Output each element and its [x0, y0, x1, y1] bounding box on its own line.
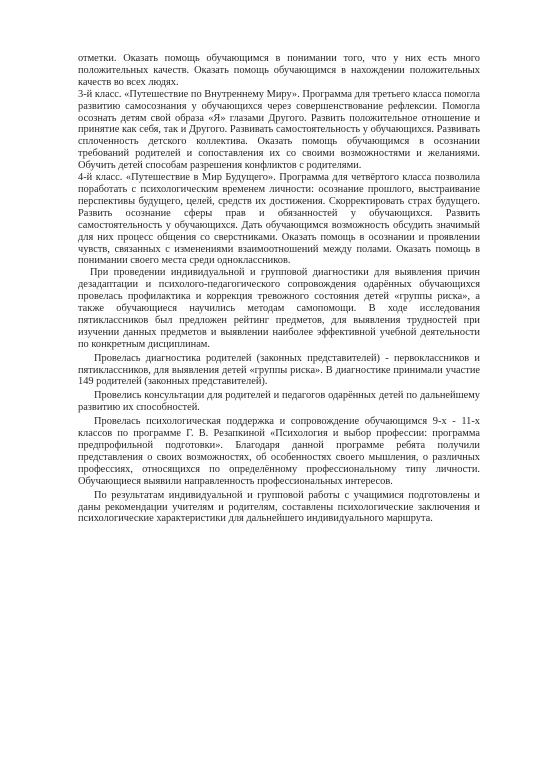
paragraph-2nd-grade-end: отметки. Оказать помощь обучающимся в понимании того, что у них есть много положительных качеств. Оказать помощь обучающимся в нахождении положительных качеств во всех людях. — [78, 53, 480, 88]
paragraph-3rd-grade: 3-й класс. «Путешествие по Внутреннему Миру». Программа для третьего класса помогла развитию самосознания у обучающихся через совершенствование рефлексии. Помогла осознать детям свой образа «Я» глазами Другого. Развить положительное отношение и принятие как себя, так и Другого. Развивать самостоятельность у обучающихся. Развивать сплоченность детского коллектива. Оказать помощь обучающимся в осознании требований родителей и сопоставления их со своими возможностями и желаниями. Обучить детей способам разрешения конфликтов с родителями. — [78, 88, 480, 172]
paragraph-consultations: Провелись консультации для родителей и педагогов одарённых детей по дальнейшему развитию их способностей. — [78, 390, 480, 414]
paragraph-4th-grade: 4-й класс. «Путешествие в Мир Будущего». Программа для четвёртого класса позволила поработать с психологическим временем личности: осознание прошлого, выстраивание перспективы будущего, целей, средств их достижения. Скорректировать страх будущего. Развить осознание сферы прав и обязанностей у обучающихся. Развить самостоятельность у обучающихся. Дать обучающимся возможность обсудить значимый для них процесс общения со сверстниками. Оказать помощь в осознании и проявлении чувств, связанных с изменениями взаимоотношений между полами. Оказать помощь в понимании своего места среди одноклассников. — [78, 172, 480, 267]
paragraph-parent-diagnostics: Провелась диагностика родителей (законных представителей) - первоклассников и пятиклассников, для выявления детей «группы риска». В диагностике принимали участие 149 родителей (законных представителей). — [78, 352, 480, 388]
paragraph-career-support: Провелась психологическая поддержка и сопровождение обучающимся 9-х - 11-х классов по программе Г. В. Резапкиной «Психология и выбор профессии: программа предпрофильной подготовки». Благодаря данной программе ребята получили представления о своих возможностях, об особенностях своего мышления, о различных профессиях, относящихся по определённому профессиональному типу личности. Обучающиеся выявили направленность профессиональных интересов. — [78, 416, 480, 487]
paragraph-diagnostics: При проведении индивидуальной и групповой диагностики для выявления причин дезадаптации и психолого-педагогического сопровождения одарённых обучающихся провелась профилактика и коррекция тревожного состояния детей «группы риска», а также обучающиеся научились методам самопомощи. В ходе исследования пятиклассников был предложен рейтинг предметов, для выявления трудностей при изучении данных предметов и выявлении наиболее эффективной учебной деятельности по конкретным дисциплинам. — [78, 267, 480, 350]
document-body — [78, 53, 480, 525]
paragraph-results: По результатам индивидуальной и групповой работы с учащимися подготовлены и даны рекомендации учителям и родителям, составлены психологические заключения и психологические характеристики для дальнейшего индивидуального маршрута. — [78, 489, 480, 525]
